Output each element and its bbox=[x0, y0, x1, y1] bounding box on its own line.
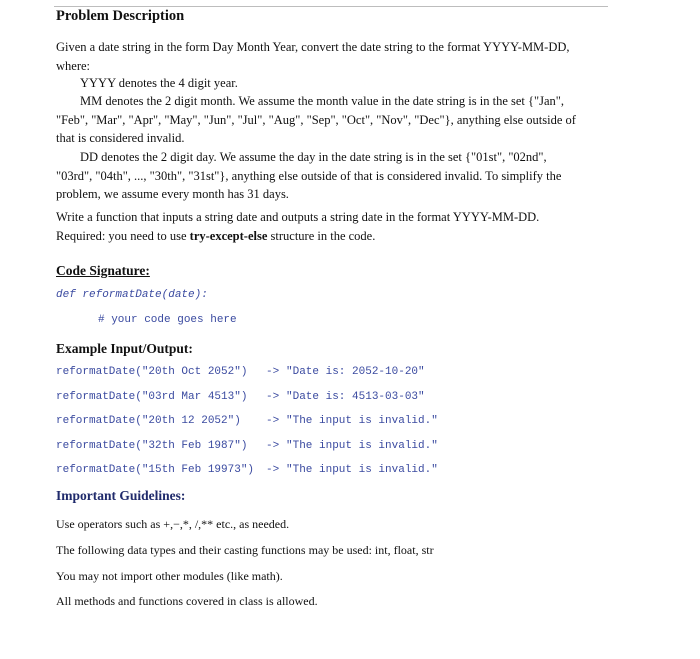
example-call: reformatDate("03rd Mar 4513") bbox=[56, 391, 248, 403]
example-result: "The input is invalid." bbox=[286, 440, 438, 452]
yyyy-text: YYYY denotes the 4 digit year. bbox=[80, 76, 238, 90]
mm-line-2: "Feb", "Mar", "Apr", "May", "Jun", "Jul", "Aug", "Sep", "Oct", "Nov", "Dec"}, anything else outside of bbox=[56, 112, 576, 127]
problem-intro bbox=[56, 38, 626, 75]
example-arrow: -> bbox=[266, 440, 280, 452]
yyyy-definition bbox=[80, 74, 640, 93]
example-call: reformatDate("20th Oct 2052") bbox=[56, 366, 248, 378]
example-call: reformatDate("20th 12 2052") bbox=[56, 415, 241, 427]
example-arrow: -> bbox=[266, 391, 280, 403]
code-signature-heading: Code Signature: bbox=[56, 263, 150, 278]
example-result: "The input is invalid." bbox=[286, 464, 438, 476]
mm-line-3: that is considered invalid. bbox=[56, 131, 185, 145]
dd-line-2: "03rd", "04th", ..., "30th", "31st"}, anything else outside of that is considered invalid. To simplify the bbox=[56, 168, 562, 183]
guidelines-heading: Important Guidelines: bbox=[56, 488, 186, 503]
guideline-2: The following data types and their casting functions may be used: int, float, str bbox=[56, 543, 434, 557]
example-arrow: -> bbox=[266, 415, 280, 427]
example-call: reformatDate("32th Feb 1987") bbox=[56, 440, 248, 452]
top-divider bbox=[54, 6, 608, 7]
write-line: Write a function that inputs a string date and outputs a string date in the format YYYY-MM-DD. bbox=[56, 210, 540, 224]
page-title: Problem Description bbox=[56, 8, 185, 24]
example-result: "The input is invalid." bbox=[286, 415, 438, 427]
guideline-4: All methods and functions covered in class is allowed. bbox=[56, 594, 318, 608]
dd-line-3: problem, we assume every month has 31 days. bbox=[56, 187, 289, 201]
mm-definition bbox=[56, 92, 636, 148]
task-statement bbox=[56, 208, 636, 245]
intro-line: Given a date string in the form Day Month Year, convert the date string to the format YYYY-MM-DD, bbox=[56, 40, 570, 54]
example-result: "Date is: 4513-03-03" bbox=[286, 391, 425, 403]
example-call: reformatDate("15th Feb 19973") bbox=[56, 464, 255, 476]
required-prefix: Required: you need to use bbox=[56, 228, 190, 243]
example-arrow: -> bbox=[266, 464, 280, 476]
dd-line-1: DD denotes the 2 digit day. We assume the day in the date string is in the set {"01st", "02nd", bbox=[80, 150, 547, 164]
required-line bbox=[56, 227, 636, 246]
example-heading: Example Input/Output: bbox=[56, 341, 193, 356]
required-suffix: structure in the code. bbox=[267, 228, 376, 243]
dd-definition bbox=[56, 148, 636, 204]
guideline-3: You may not import other modules (like math). bbox=[56, 569, 283, 583]
code-signature-def: def reformatDate(date): bbox=[56, 289, 208, 301]
mm-line-1: MM denotes the 2 digit month. We assume the month value in the date string is in the set {"Jan", bbox=[80, 94, 564, 108]
example-arrow: -> bbox=[266, 366, 280, 378]
required-keyword: try-except-else bbox=[189, 228, 268, 243]
example-result: "Date is: 2052-10-20" bbox=[286, 366, 425, 378]
code-comment: # your code goes here bbox=[98, 314, 237, 326]
where-line: where: bbox=[56, 58, 91, 73]
guideline-1: Use operators such as +,−,*, /,** etc., as needed. bbox=[56, 517, 290, 531]
